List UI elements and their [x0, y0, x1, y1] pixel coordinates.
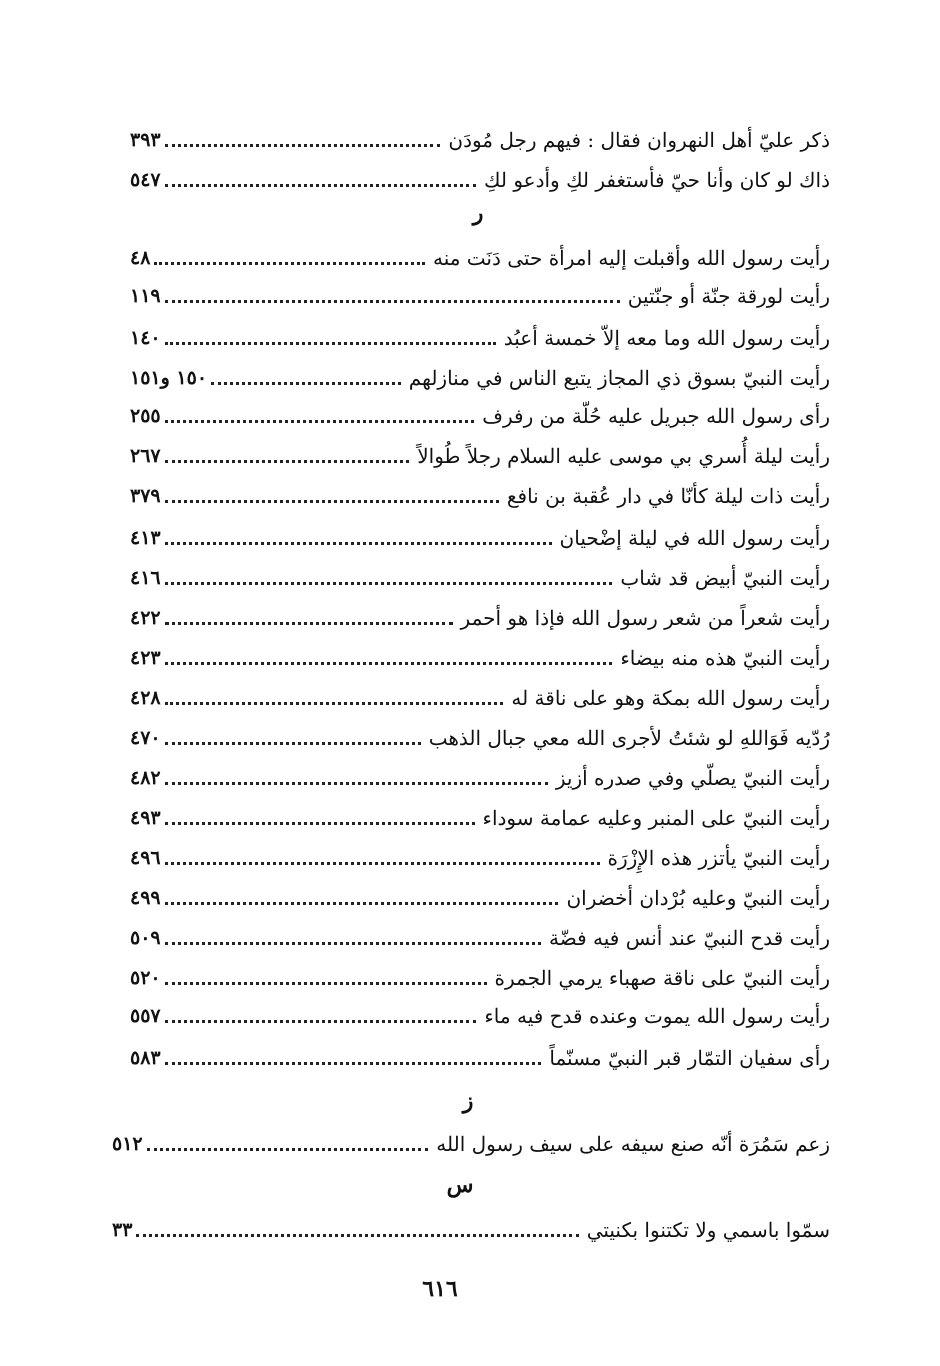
index-entry	[130, 240, 830, 276]
entry-page: ١١٩	[130, 285, 161, 307]
entry-text: رأيت رسول الله يموت وعنده قدح فيه ماء	[484, 1004, 830, 1028]
index-entry	[130, 998, 830, 1034]
index-entry	[130, 960, 830, 996]
leader-dots	[165, 902, 559, 905]
entry-text: رأى رسول الله جبريل عليه حُلّة من رفرف	[482, 404, 830, 428]
entry-text: رأيت رسول الله وما معه إلاّ خمسة أعبُد	[503, 326, 830, 350]
index-entry	[130, 800, 830, 836]
entry-page: ٤٢٢	[130, 607, 161, 629]
index-entry	[130, 600, 830, 636]
entry-text: رأيت النبيّ بسوق ذي المجاز يتبع الناس في منازلهم	[408, 366, 830, 390]
leader-dots	[165, 982, 487, 985]
leader-dots	[165, 862, 600, 865]
index-entry	[130, 920, 830, 956]
index-entry	[130, 478, 830, 514]
entry-page: ٣٧٩	[130, 485, 161, 507]
entry-text: ذاك لو كان وأنا حيّ فأستغفر لكِ وأدعو لكِ	[484, 168, 830, 192]
index-entry	[130, 122, 830, 158]
entry-text: رأيت قدح النبيّ عند أنس فيه فضّة	[549, 926, 830, 950]
index-entry	[130, 880, 830, 916]
index-entry	[130, 560, 830, 596]
leader-dots	[165, 500, 499, 503]
index-entry	[130, 162, 830, 198]
leader-dots	[136, 1234, 578, 1237]
leader-dots	[165, 582, 613, 585]
entry-text: رأيت رسول الله بمكة وهو على ناقة له	[511, 686, 830, 710]
entry-page: ٤٩٦	[130, 847, 161, 869]
entry-page: ٥٤٧	[130, 169, 161, 191]
leader-dots	[165, 184, 476, 187]
entry-page: ٤٨٢	[130, 767, 161, 789]
entry-text: ذكر عليّ أهل النهروان فقال : فيهم رجل مُودَن	[448, 128, 830, 152]
index-entry	[130, 320, 830, 356]
entry-text: رأيت النبيّ يأتزر هذه الإِزْرَة	[607, 846, 830, 870]
entry-page: ٥٨٣	[130, 1047, 161, 1069]
leader-dots	[165, 144, 441, 147]
index-entry	[130, 680, 830, 716]
entry-page: ٥٥٧	[130, 1005, 161, 1027]
leader-dots	[165, 342, 496, 345]
page-number: ٦١٦	[422, 1276, 458, 1302]
leader-dots	[165, 702, 504, 705]
entry-page: ٥٠٩	[130, 927, 161, 949]
leader-dots	[165, 420, 475, 423]
leader-dots	[211, 382, 401, 385]
leader-dots	[154, 262, 425, 265]
index-entry	[112, 1126, 830, 1162]
entry-text: سمّوا باسمي ولا تكتنوا بكنيتي	[586, 1218, 830, 1242]
leader-dots	[165, 782, 548, 785]
entry-text: رأيت رسول الله وأقبلت إليه امرأة حتى دَنَت منه	[432, 246, 830, 270]
index-entry	[130, 640, 830, 676]
entry-text: رأيت رسول الله في ليلة إضْحيان	[559, 526, 830, 550]
section-letter: س	[446, 1172, 474, 1198]
entry-page: ٤١٦	[130, 567, 161, 589]
entry-page: ٢٥٥	[130, 405, 161, 427]
entry-page: ٤١٣	[130, 527, 161, 549]
entry-text: رأيت النبيّ أبيض قد شاب	[620, 566, 830, 590]
leader-dots	[165, 1062, 542, 1065]
entry-page: ١٤٠	[130, 327, 161, 349]
leader-dots	[165, 942, 541, 945]
entry-text: رأيت النبيّ وعليه بُرْدان أخضران	[566, 886, 830, 910]
index-entry	[130, 1040, 830, 1076]
entry-text: رأيت ليلة أُسري بي موسى عليه السلام رجلاً طُوالاً	[417, 444, 830, 468]
section-letter: ز	[462, 1088, 474, 1114]
entry-page: ٥٢٠	[130, 967, 161, 989]
entry-text: رأى سفيان التمّار قبر النبيّ مسنّماً	[549, 1046, 830, 1070]
leader-dots	[147, 1148, 429, 1151]
entry-text: رأيت النبيّ على ناقة صهباء يرمي الجمرة	[494, 966, 830, 990]
entry-text: رأيت النبيّ هذه منه بيضاء	[620, 646, 830, 670]
leader-dots	[165, 742, 421, 745]
entry-text: رأيت النبيّ على المنبر وعليه عمامة سوداء	[482, 806, 830, 830]
entry-page: ٣٩٣	[130, 129, 161, 151]
index-entry	[130, 278, 830, 314]
leader-dots	[165, 1020, 477, 1023]
index-entry	[130, 760, 830, 796]
entry-text: رُدّيه فَوَاللهِ لو شئتُ لأجرى الله معي جبال الذهب	[428, 726, 830, 750]
entry-page: ٤٢٣	[130, 647, 161, 669]
entry-page: ٢٦٧	[130, 445, 161, 467]
index-entry	[130, 520, 830, 556]
entry-text: رأيت لورقة جنّة أو جنّتين	[627, 284, 830, 308]
entry-text: رأيت شعراً من شعر رسول الله فإذا هو أحمر	[460, 606, 830, 630]
entry-page: ١٥٠ و١٥١	[130, 367, 208, 389]
index-entry	[130, 840, 830, 876]
index-entry	[112, 1212, 830, 1248]
leader-dots	[165, 822, 475, 825]
entry-text: رأيت النبيّ يصلّي وفي صدره أزيز	[555, 766, 830, 790]
index-entry	[130, 438, 830, 474]
entry-page: ٤٧٠	[130, 727, 161, 749]
index-entry	[130, 720, 830, 756]
entry-page: ٤٩٩	[130, 887, 161, 909]
index-entry	[130, 398, 830, 434]
entry-page: ٥١٢	[112, 1133, 143, 1155]
entry-page: ٤٨	[130, 247, 151, 269]
leader-dots	[165, 622, 453, 625]
entry-text: رأيت ذات ليلة كأنّا في دار عُقبة بن نافع	[506, 484, 830, 508]
leader-dots	[165, 662, 613, 665]
leader-dots	[165, 460, 410, 463]
section-letter: ر	[472, 200, 484, 226]
entry-text: زعم سَمُرَة أنّه صنع سيفه على سيف رسول الله	[436, 1132, 830, 1156]
leader-dots	[165, 542, 552, 545]
index-entry	[130, 360, 830, 396]
entry-page: ٤٩٣	[130, 807, 161, 829]
leader-dots	[165, 300, 620, 303]
entry-page: ٣٣	[112, 1219, 133, 1241]
entry-page: ٤٢٨	[130, 687, 161, 709]
